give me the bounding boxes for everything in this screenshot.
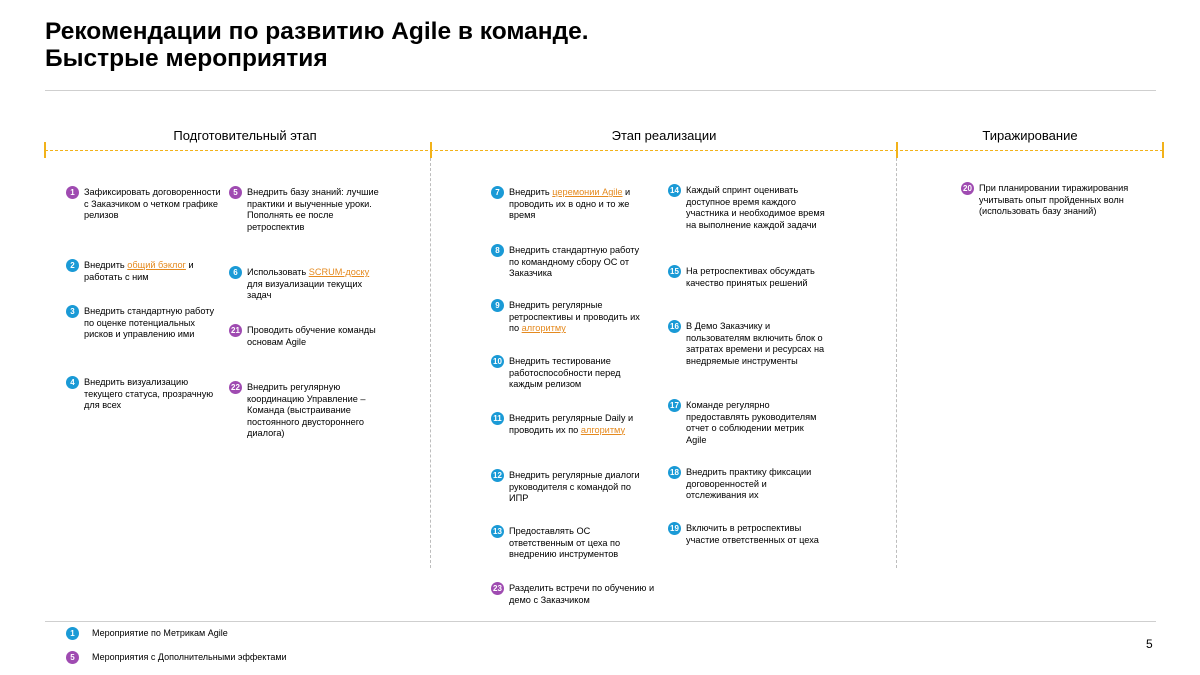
item-text-pre: Внедрить регулярные Daily и проводить их по <box>509 413 634 435</box>
timeline-tick-start <box>44 142 46 158</box>
item-text <box>509 413 639 436</box>
timeline-tick-end <box>1162 142 1164 158</box>
item-number-badge: 21 <box>229 324 242 337</box>
page-number: 5 <box>1146 637 1153 651</box>
phase-preparation-label: Подготовительный этап <box>173 128 317 143</box>
phase-implementation-label: Этап реализации <box>611 128 717 143</box>
footer-divider <box>45 621 1156 622</box>
item-text: Внедрить тестирование работоспособности перед каждым релизом <box>509 356 621 389</box>
title-divider <box>45 90 1156 91</box>
item-link[interactable]: церемонии Agile <box>552 187 623 197</box>
item-number-badge: 11 <box>491 412 504 425</box>
slide-title-line-1: Рекомендации по развитию Agile в команде. <box>45 18 589 45</box>
legend-metric-label: Мероприятие по Метрикам Agile <box>92 628 228 638</box>
item-number-badge: 20 <box>961 182 974 195</box>
item-text: Внедрить визуализацию текущего статуса, прозрачную для всех <box>84 377 214 410</box>
legend-extra-label: Мероприятия с Дополнительными эффектами <box>92 652 287 662</box>
item-number-badge: 13 <box>491 525 504 538</box>
item-text-pre: Использовать <box>247 267 309 277</box>
item-text: Разделить встречи по обучению и демо с Заказчиком <box>509 583 655 605</box>
phase-separator-1 <box>430 158 431 568</box>
item-number-badge: 14 <box>668 184 681 197</box>
item-link[interactable]: алгоритму <box>521 323 566 333</box>
item-link[interactable]: SCRUM-доску <box>308 267 370 277</box>
item-number-badge: 10 <box>491 355 504 368</box>
item-text: Внедрить регулярную координацию Управление – Команда (выстраивание постоянного двустороннего диалога) <box>247 382 366 438</box>
legend-metric-badge: 1 <box>66 627 79 640</box>
item-text: Включить в ретроспективы участие ответственных от цеха <box>686 523 819 545</box>
item-number-badge: 23 <box>491 582 504 595</box>
item-number-badge: 16 <box>668 320 681 333</box>
legend-extra-badge: 5 <box>66 651 79 664</box>
item-text: При планировании тиражирования учитывать опыт пройденных волн (использовать базу знаний) <box>979 183 1129 216</box>
item-text-post: и проводить их в одно и то же время <box>509 187 631 220</box>
item-number-badge: 4 <box>66 376 79 389</box>
item-text: Зафиксировать договоренности с Заказчиком о четком графике релизов <box>84 187 221 220</box>
item-text-post: для визуализации текущих задач <box>247 278 363 300</box>
item-number-badge: 8 <box>491 244 504 257</box>
item-text: Предоставлять ОС ответственным от цеха по внедрению инструментов <box>509 526 621 559</box>
item-text: На ретроспективах обсуждать качество принятых решений <box>686 266 815 288</box>
item-text <box>509 300 649 335</box>
timeline-tick-implementation <box>430 142 432 158</box>
item-text: Каждый спринт оценивать доступное время каждого участника и необходимое время на выполнение каждой задачи <box>686 185 825 230</box>
item-link[interactable]: общий бэклог <box>127 260 186 270</box>
item-number-badge: 9 <box>491 299 504 312</box>
item-text: В Демо Заказчику и пользователям включить блок о затратах времени и ресурсах на внедряемые инструменты <box>686 321 825 366</box>
phase-separator-2 <box>896 158 897 568</box>
item-text: Команде регулярно предоставлять руководителям отчет о соблюдении метрик Agile <box>686 400 817 445</box>
item-text: Внедрить практику фиксации договоренностей и отслеживания их <box>686 467 812 500</box>
phase-replication-label: Тиражирование <box>982 128 1078 143</box>
item-number-badge: 5 <box>229 186 242 199</box>
item-number-badge: 19 <box>668 522 681 535</box>
item-number-badge: 22 <box>229 381 242 394</box>
item-text: Внедрить регулярные диалоги руководителя с командой по ИПР <box>509 470 640 503</box>
item-number-badge: 3 <box>66 305 79 318</box>
item-number-badge: 15 <box>668 265 681 278</box>
timeline-line <box>45 150 1163 151</box>
item-number-badge: 1 <box>66 186 79 199</box>
item-number-badge: 18 <box>668 466 681 479</box>
slide-title-line-2: Быстрые мероприятия <box>45 45 328 72</box>
item-number-badge: 7 <box>491 186 504 199</box>
item-text-post: и работать с ним <box>84 260 194 282</box>
item-number-badge: 12 <box>491 469 504 482</box>
item-text: Внедрить стандартную работу по оценке потенциальных рисков и управлению ими <box>84 306 215 339</box>
item-text-pre: Внедрить <box>84 260 128 270</box>
item-link[interactable]: алгоритму <box>580 424 626 435</box>
item-text <box>84 260 224 283</box>
item-number-badge: 17 <box>668 399 681 412</box>
item-text <box>247 267 387 302</box>
item-text: Проводить обучение команды основам Agile <box>247 325 376 347</box>
slide-title <box>45 18 589 72</box>
item-text: Внедрить базу знаний: лучшие практики и выученные уроки. Пополнять ее после ретроспектив <box>247 187 379 232</box>
item-number-badge: 2 <box>66 259 79 272</box>
item-text-pre: Внедрить регулярные ретроспективы и проводить их по <box>509 300 640 333</box>
item-text: Внедрить стандартную работу по командному сбору ОС от Заказчика <box>509 245 640 278</box>
timeline-tick-replication <box>896 142 898 158</box>
item-text <box>509 187 639 222</box>
item-text-pre: Внедрить <box>509 187 553 197</box>
item-number-badge: 6 <box>229 266 242 279</box>
